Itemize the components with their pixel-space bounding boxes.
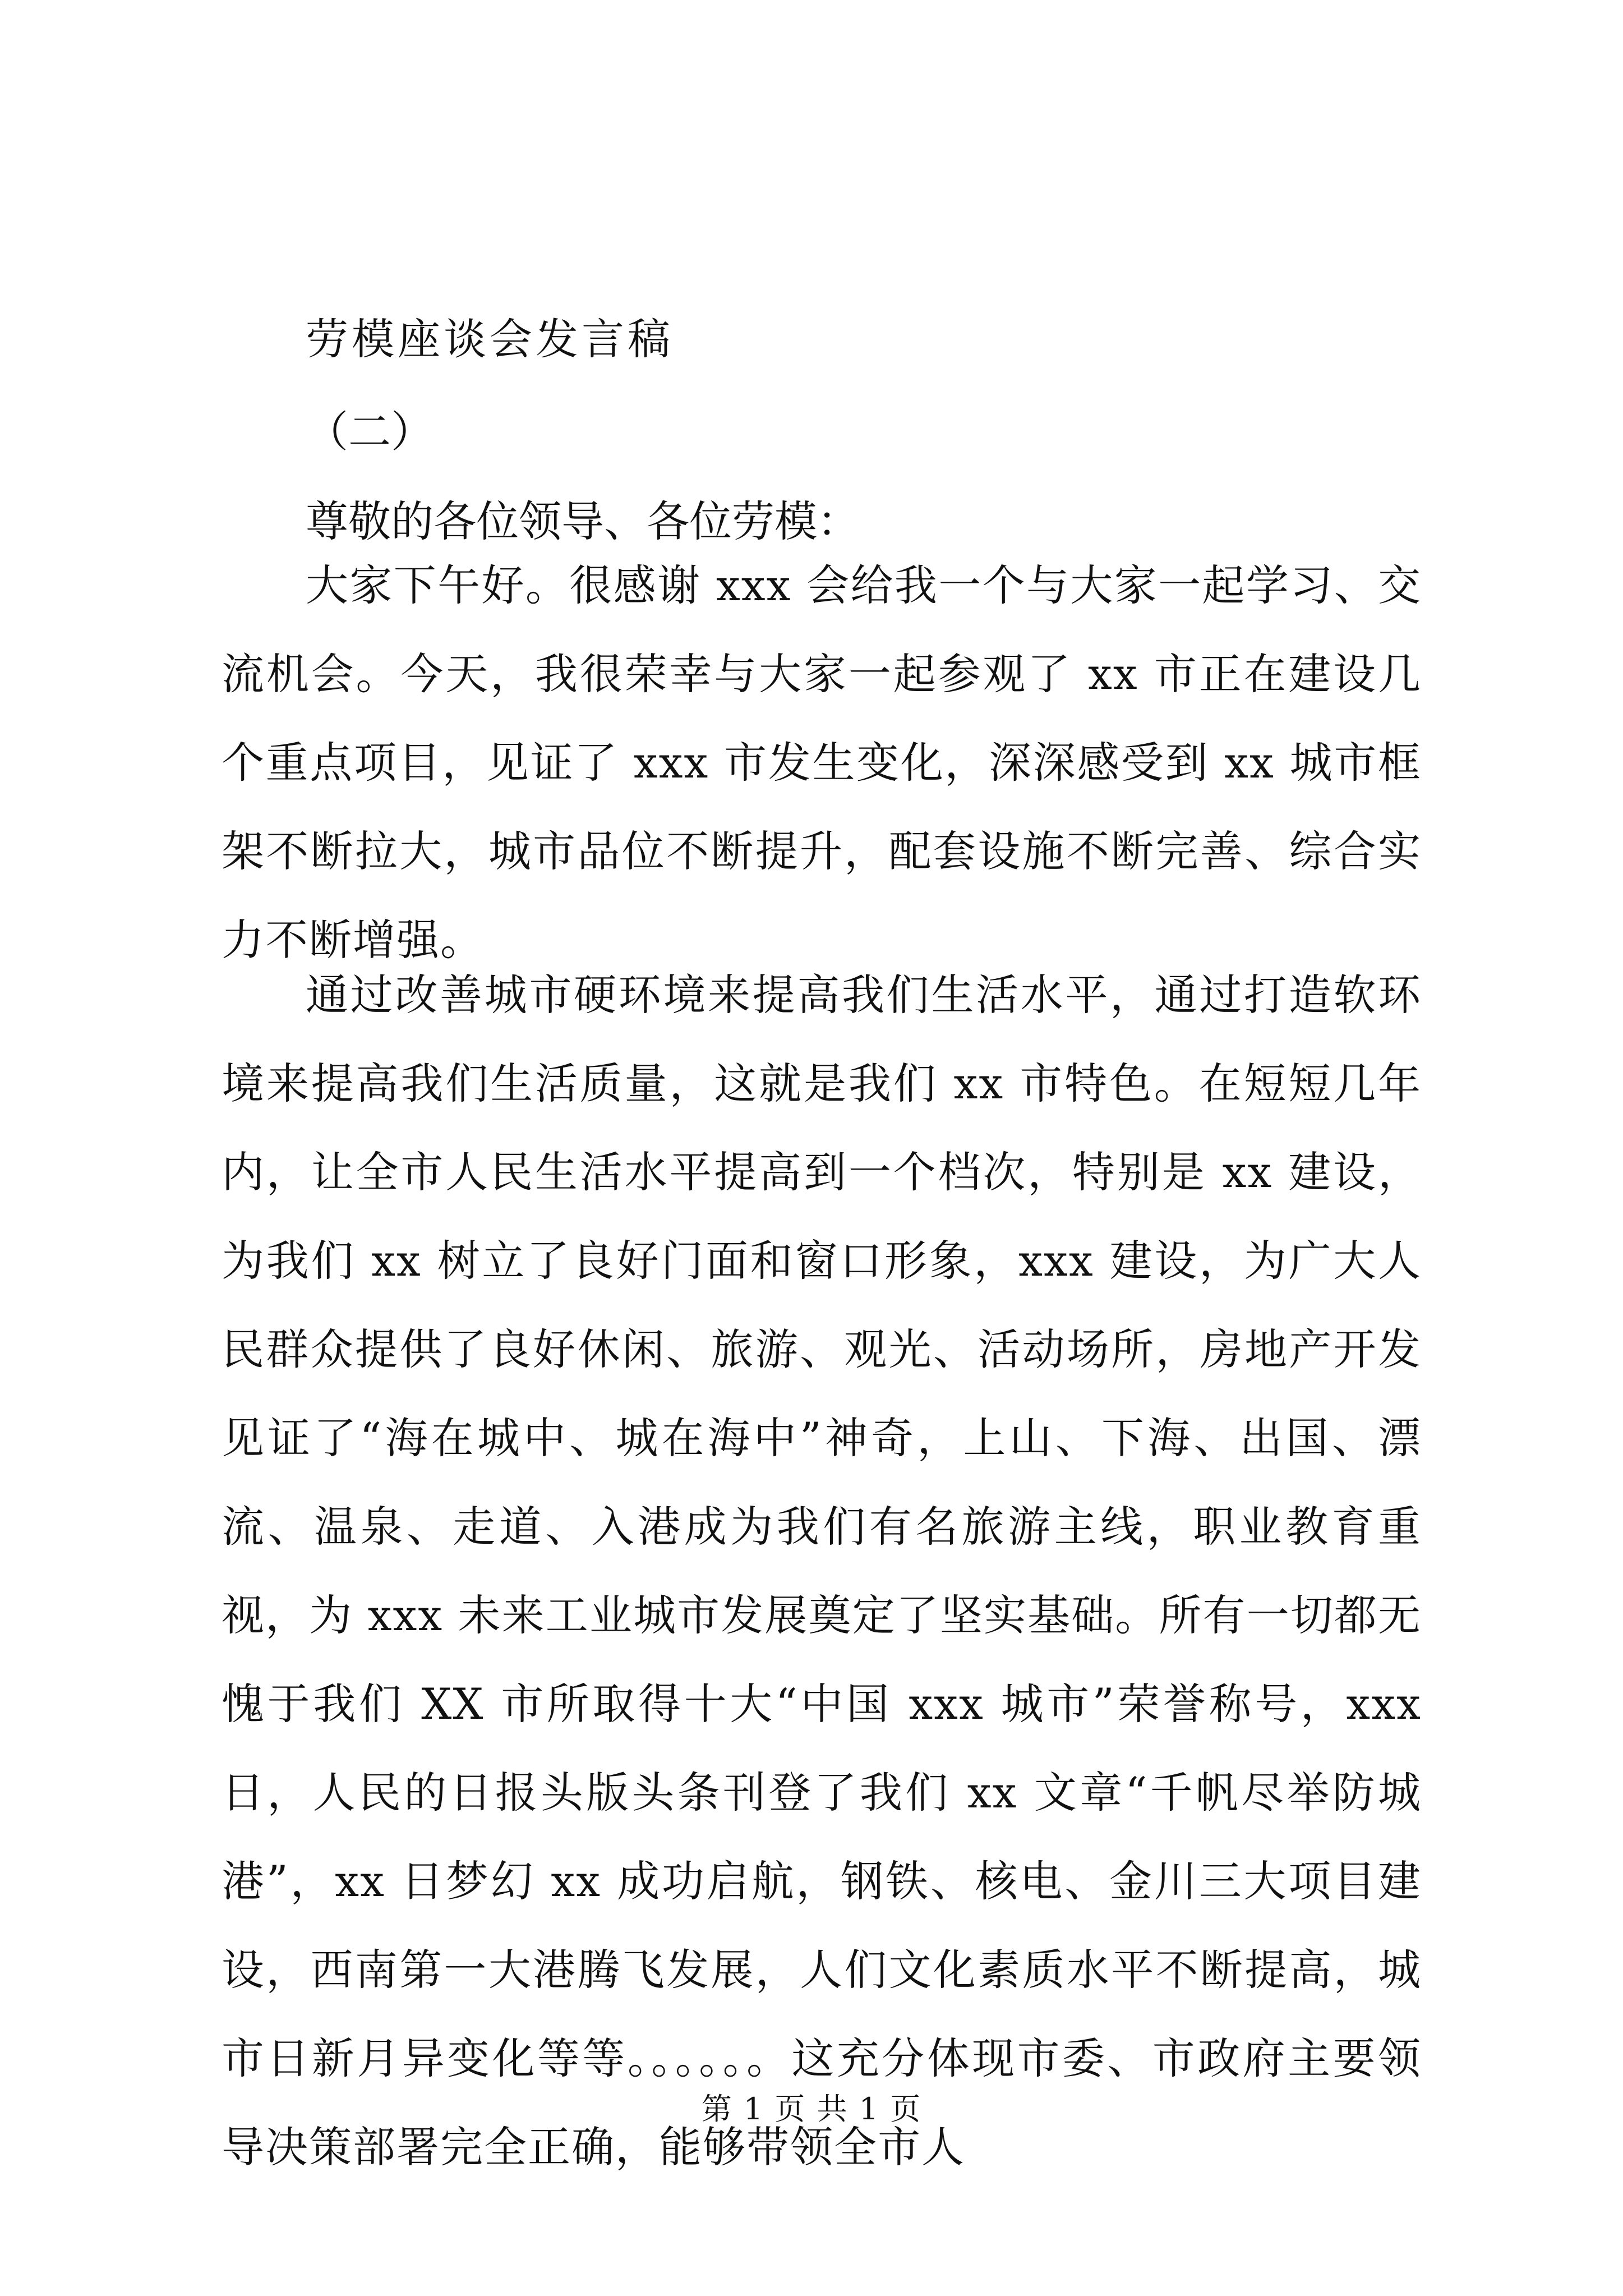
salutation: 尊敬的各位领导、各位劳模： [306, 496, 860, 546]
document-title: 劳模座谈会发言稿 [306, 314, 674, 364]
page-footer: 第 1 页 共 1 页 [701, 2091, 922, 2127]
paragraph-1: 大家下午好。很感谢 xxx 会给我一个与大家一起学习、交流机会。今天，我很荣幸与大家一起参观了 xx 市正在建设几个重点项目，见证了 xxx 市发生变化，深深感受到 xx 城市框架不断拉大，城市品位不断提升，配套设施不断完善、综合实力不断增强。 [222, 560, 1422, 965]
document-subtitle: （二） [306, 407, 434, 457]
paragraph-2: 通过改善城市硬环境来提高我们生活水平，通过打造软环境来提高我们生活质量，这就是我们 xx 市特色。在短短几年内，让全市人民生活水平提高到一个档次，特别是 xx 建设，为我们 xx 树立了良好门面和窗口形象，xxx 建设，为广大人民群众提供了良好休闲、旅游、观光、活动场所，房地产开发见证了“海在城中、城在海中”神奇，上山、下海、出国、漂流、温泉、走道、入港成为我们有名旅游主线，职业教育重视，为 xxx 未来工业城市发展奠定了坚实基础。所有一切都无愧于我们 XX 市所取得十大“中国 xxx 城市”荣誉称号，xxx 日，人民的日报头版头条刊登了我们 xx 文章“千帆尽举防城港”，xx 日梦幻 xx 成功启航，钢铁、核电、金川三大项目建设，西南第一大港腾飞发展，人们文化素质水平不断提高，城市日新月异变化等等。。。。。。这充分体现市委、市政府主要领导决策部署完全正确，能够带领全市人 [222, 970, 1422, 2172]
